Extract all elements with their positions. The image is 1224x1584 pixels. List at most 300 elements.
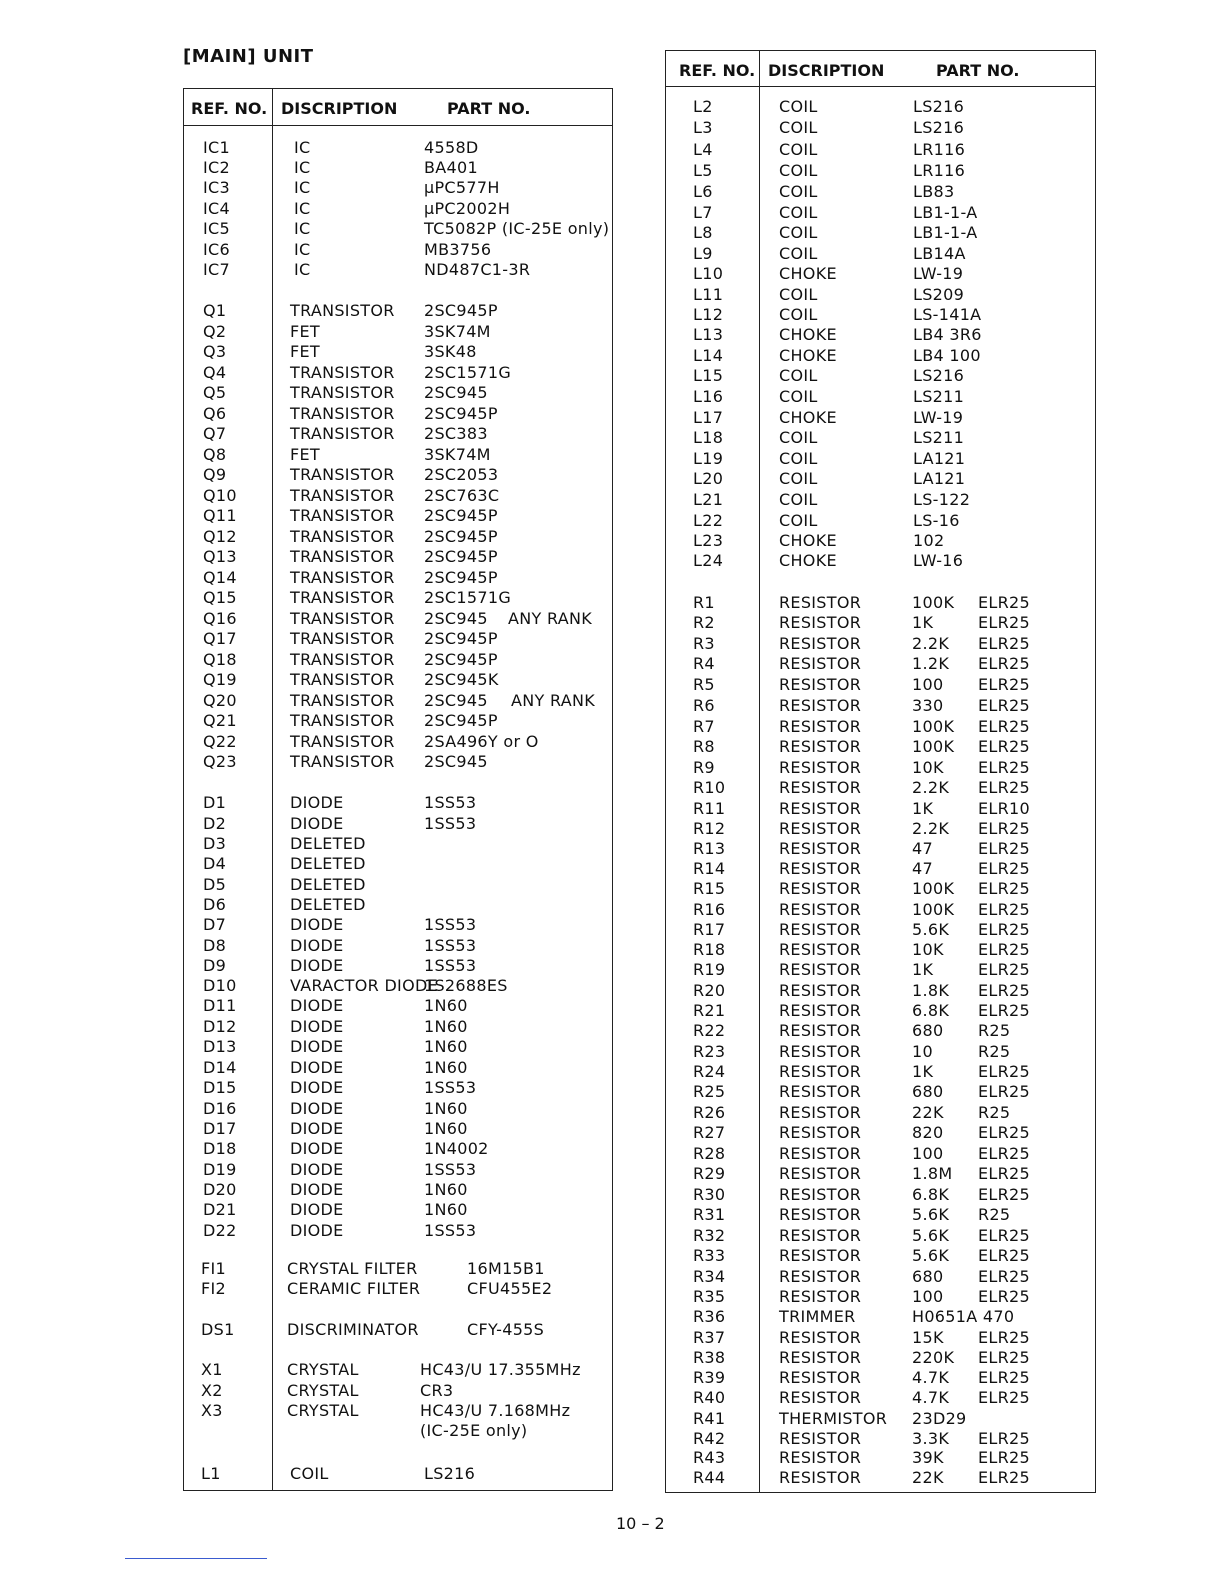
cell-extra: ELR25 xyxy=(978,613,1030,632)
table-row xyxy=(666,737,1095,757)
cell-ref: Q11 xyxy=(203,506,237,525)
cell-ref: Q13 xyxy=(203,547,237,566)
cell-part: 23D29 xyxy=(912,1409,967,1428)
cell-part: 1SS53 xyxy=(424,1160,477,1179)
cell-desc: CHOKE xyxy=(779,264,837,283)
cell-ref: X1 xyxy=(201,1360,223,1379)
cell-part: 100K xyxy=(912,900,955,919)
cell-ref: FI1 xyxy=(201,1259,227,1278)
header-part-no: PART NO. xyxy=(447,99,531,118)
table-row xyxy=(666,118,1095,138)
cell-ref: Q17 xyxy=(203,629,237,648)
table-row xyxy=(666,1103,1095,1123)
cell-extra: ELR25 xyxy=(978,819,1030,838)
cell-part: 3.3K xyxy=(912,1429,950,1448)
cell-desc: COIL xyxy=(779,182,818,201)
cell-part: 1SS53 xyxy=(424,793,477,812)
table-row xyxy=(666,1082,1095,1102)
cell-extra: ELR25 xyxy=(978,981,1030,1000)
cell-desc: COIL xyxy=(779,449,818,468)
cell-part: 5.6K xyxy=(912,920,950,939)
table-row xyxy=(666,264,1095,284)
cell-desc: TRANSISTOR xyxy=(290,363,395,382)
cell-ref: R22 xyxy=(693,1021,726,1040)
table-row xyxy=(184,1259,612,1279)
cell-desc: RESISTOR xyxy=(779,1267,862,1286)
table-row xyxy=(666,839,1095,859)
table-row xyxy=(184,996,612,1016)
cell-ref: D7 xyxy=(203,915,227,934)
cell-desc: TRANSISTOR xyxy=(290,301,395,320)
cell-desc: RESISTOR xyxy=(779,859,862,878)
header-ref-no: REF. NO. xyxy=(191,99,268,118)
cell-desc: RESISTOR xyxy=(779,737,862,756)
cell-extra: R25 xyxy=(978,1042,1011,1061)
cell-extra: ELR25 xyxy=(978,1287,1030,1306)
cell-ref: R16 xyxy=(693,900,726,919)
cell-desc: COIL xyxy=(779,118,818,137)
cell-extra: ELR25 xyxy=(978,1468,1030,1487)
table-row xyxy=(666,469,1095,489)
cell-desc: RESISTOR xyxy=(779,1062,862,1081)
cell-part: 10K xyxy=(912,758,944,777)
cell-part: LS211 xyxy=(913,387,965,406)
table-row xyxy=(666,981,1095,1001)
cell-ref: DS1 xyxy=(201,1320,235,1339)
table-row xyxy=(666,879,1095,899)
cell-ref: R41 xyxy=(693,1409,726,1428)
cell-ref: R36 xyxy=(693,1307,726,1326)
cell-part: 2SC1571G xyxy=(424,588,512,607)
cell-ref: IC3 xyxy=(203,178,230,197)
cell-part: (IC-25E only) xyxy=(420,1421,528,1440)
cell-ref: IC1 xyxy=(203,138,230,157)
cell-desc: RESISTOR xyxy=(779,1448,862,1467)
table-row xyxy=(184,424,612,444)
cell-part: 5.6K xyxy=(912,1246,950,1265)
cell-part: 1SS53 xyxy=(424,1221,477,1240)
cell-desc: RESISTOR xyxy=(779,1246,862,1265)
table-row xyxy=(184,875,612,895)
table-row xyxy=(184,445,612,465)
table-row xyxy=(184,138,612,158)
cell-desc: RESISTOR xyxy=(779,1164,862,1183)
table-row xyxy=(666,1328,1095,1348)
cell-desc: COIL xyxy=(779,203,818,222)
cell-part: 10K xyxy=(912,940,944,959)
cell-desc: DISCRIMINATOR xyxy=(287,1320,419,1339)
cell-ref: D12 xyxy=(203,1017,237,1036)
table-row xyxy=(184,1200,612,1220)
cell-ref: R9 xyxy=(693,758,715,777)
cell-ref: R10 xyxy=(693,778,726,797)
cell-ref: X2 xyxy=(201,1381,223,1400)
table-row xyxy=(184,1180,612,1200)
table-row xyxy=(666,593,1095,613)
cell-part: 1.8K xyxy=(912,981,950,1000)
cell-part: 1N60 xyxy=(424,996,468,1015)
cell-part: 16M15B1 xyxy=(467,1259,545,1278)
table-row xyxy=(666,613,1095,633)
right-parts-table xyxy=(665,50,1096,1493)
cell-part: 1SS53 xyxy=(424,814,477,833)
cell-part: LS216 xyxy=(913,97,965,116)
cell-part: 4.7K xyxy=(912,1368,950,1387)
table-row xyxy=(666,203,1095,223)
cell-desc: RESISTOR xyxy=(779,1328,862,1347)
cell-part: LS-122 xyxy=(913,490,971,509)
cell-desc: COIL xyxy=(779,223,818,242)
cell-ref: Q19 xyxy=(203,670,237,689)
cell-desc: RESISTOR xyxy=(779,654,862,673)
cell-desc: CRYSTAL xyxy=(287,1401,359,1420)
table-row xyxy=(666,428,1095,448)
cell-desc: CERAMIC FILTER xyxy=(287,1279,421,1298)
cell-part: 2.2K xyxy=(912,634,950,653)
cell-part: LS209 xyxy=(913,285,965,304)
cell-desc: TRANSISTOR xyxy=(290,732,395,751)
table-row xyxy=(184,711,612,731)
cell-ref: D22 xyxy=(203,1221,237,1240)
cell-part: 2SC945P xyxy=(424,547,498,566)
cell-ref: R44 xyxy=(693,1468,726,1487)
cell-ref: L20 xyxy=(693,469,724,488)
cell-extra: ELR25 xyxy=(978,1185,1030,1204)
cell-ref: IC4 xyxy=(203,199,230,218)
cell-part: 1N60 xyxy=(424,1200,468,1219)
cell-ref: R38 xyxy=(693,1348,726,1367)
cell-desc: DIODE xyxy=(290,1160,344,1179)
cell-part: 330 xyxy=(912,696,944,715)
table-row xyxy=(184,363,612,383)
cell-part: 2SC945 xyxy=(424,752,488,771)
page-number: 10 – 2 xyxy=(616,1514,665,1533)
table-row xyxy=(184,1160,612,1180)
cell-desc: CHOKE xyxy=(779,346,837,365)
cell-part: 1N60 xyxy=(424,1119,468,1138)
cell-desc: TRANSISTOR xyxy=(290,465,395,484)
cell-desc: DIODE xyxy=(290,1200,344,1219)
table-row xyxy=(184,158,612,178)
cell-desc: IC xyxy=(294,138,311,157)
cell-desc: COIL xyxy=(779,285,818,304)
cell-desc: RESISTOR xyxy=(779,1082,862,1101)
table-row xyxy=(666,900,1095,920)
cell-ref: R11 xyxy=(693,799,726,818)
cell-desc: RESISTOR xyxy=(779,778,862,797)
cell-ref: D8 xyxy=(203,936,227,955)
cell-ref: R2 xyxy=(693,613,715,632)
cell-part: LS216 xyxy=(424,1464,476,1483)
cell-part: 1SS53 xyxy=(424,936,477,955)
cell-desc: FET xyxy=(290,322,320,341)
cell-ref: L16 xyxy=(693,387,724,406)
cell-part: 3SK74M xyxy=(424,322,491,341)
cell-ref: R31 xyxy=(693,1205,726,1224)
cell-part: 820 xyxy=(912,1123,944,1142)
table-row xyxy=(184,1401,612,1421)
table-row xyxy=(184,1119,612,1139)
cell-part: 2SC945P xyxy=(424,301,498,320)
table-row xyxy=(184,814,612,834)
cell-ref: Q10 xyxy=(203,486,237,505)
cell-desc: CRYSTAL xyxy=(287,1381,359,1400)
cell-ref: L21 xyxy=(693,490,724,509)
cell-part: μPC577H xyxy=(424,178,500,197)
table-row xyxy=(184,752,612,772)
cell-desc: DIODE xyxy=(290,936,344,955)
cell-part: 1N60 xyxy=(424,1017,468,1036)
cell-desc: DIODE xyxy=(290,1221,344,1240)
cell-ref: Q3 xyxy=(203,342,227,361)
cell-part: LA121 xyxy=(913,449,966,468)
cell-part: LA121 xyxy=(913,469,966,488)
table-row xyxy=(666,1205,1095,1225)
table-row xyxy=(666,1001,1095,1021)
cell-part: 2SC945P xyxy=(424,506,498,525)
cell-desc: COIL xyxy=(779,490,818,509)
cell-ref: R29 xyxy=(693,1164,726,1183)
cell-part: HC43/U 17.355MHz xyxy=(420,1360,581,1379)
table-row xyxy=(184,691,612,711)
cell-desc: TRANSISTOR xyxy=(290,629,395,648)
cell-part: MB3756 xyxy=(424,240,492,259)
cell-ref: Q8 xyxy=(203,445,227,464)
cell-part: 680 xyxy=(912,1267,944,1286)
cell-desc: RESISTOR xyxy=(779,1388,862,1407)
table-row xyxy=(666,1287,1095,1307)
table-row xyxy=(666,1042,1095,1062)
table-row xyxy=(184,199,612,219)
cell-desc: VARACTOR DIODE xyxy=(290,976,439,995)
table-row xyxy=(666,1348,1095,1368)
table-row xyxy=(666,511,1095,531)
cell-part: 2SC945P xyxy=(424,568,498,587)
cell-extra: ELR25 xyxy=(978,1144,1030,1163)
cell-extra: ELR25 xyxy=(978,859,1030,878)
cell-ref: L15 xyxy=(693,366,724,385)
table-row xyxy=(666,305,1095,325)
cell-ref: D14 xyxy=(203,1058,237,1077)
table-row xyxy=(666,634,1095,654)
cell-ref: IC6 xyxy=(203,240,230,259)
cell-desc: TRANSISTOR xyxy=(290,547,395,566)
cell-ref: R1 xyxy=(693,593,715,612)
cell-extra: ELR10 xyxy=(978,799,1030,818)
table-row xyxy=(184,1099,612,1119)
cell-desc: CHOKE xyxy=(779,325,837,344)
cell-desc: DIODE xyxy=(290,915,344,934)
cell-desc: TRANSISTOR xyxy=(290,670,395,689)
cell-desc: RESISTOR xyxy=(779,1185,862,1204)
cell-desc: COIL xyxy=(779,469,818,488)
cell-desc: RESISTOR xyxy=(779,758,862,777)
cell-desc: RESISTOR xyxy=(779,1205,862,1224)
cell-part: LS211 xyxy=(913,428,965,447)
cell-part: 1N60 xyxy=(424,1180,468,1199)
cell-ref: L14 xyxy=(693,346,724,365)
cell-desc: DIODE xyxy=(290,1078,344,1097)
cell-ref: Q15 xyxy=(203,588,237,607)
table-row xyxy=(184,1421,612,1441)
cell-part: LS216 xyxy=(913,118,965,137)
table-row xyxy=(184,915,612,935)
cell-ref: R20 xyxy=(693,981,726,1000)
cell-part: 6.8K xyxy=(912,1001,950,1020)
cell-desc: DIODE xyxy=(290,1058,344,1077)
cell-extra: ELR25 xyxy=(978,1368,1030,1387)
cell-desc: DELETED xyxy=(290,854,366,873)
table-row xyxy=(666,1021,1095,1041)
cell-desc: IC xyxy=(294,240,311,259)
cell-extra: ELR25 xyxy=(978,778,1030,797)
cell-desc: COIL xyxy=(779,511,818,530)
cell-ref: Q21 xyxy=(203,711,237,730)
cell-desc: DELETED xyxy=(290,875,366,894)
cell-part: 100K xyxy=(912,717,955,736)
table-row xyxy=(184,1139,612,1159)
table-row xyxy=(184,1464,612,1484)
table-row xyxy=(666,799,1095,819)
table-row xyxy=(666,758,1095,778)
cell-desc: TRANSISTOR xyxy=(290,650,395,669)
cell-desc: RESISTOR xyxy=(779,1468,862,1487)
cell-extra: R25 xyxy=(978,1205,1011,1224)
cell-ref: Q23 xyxy=(203,752,237,771)
table-row xyxy=(666,325,1095,345)
cell-extra: ELR25 xyxy=(978,1429,1030,1448)
table-row xyxy=(184,527,612,547)
cell-part: LR116 xyxy=(913,161,966,180)
cell-extra: ANY RANK xyxy=(511,691,596,710)
table-row xyxy=(184,260,612,280)
table-row xyxy=(184,609,612,629)
cell-part: 2SC763C xyxy=(424,486,500,505)
cell-ref: R15 xyxy=(693,879,726,898)
cell-ref: R43 xyxy=(693,1448,726,1467)
cell-extra: ELR25 xyxy=(978,1164,1030,1183)
cell-extra: ELR25 xyxy=(978,920,1030,939)
cell-part: 4558D xyxy=(424,138,479,157)
cell-desc: DIODE xyxy=(290,793,344,812)
header-ref-no: REF. NO. xyxy=(679,61,756,80)
cell-ref: Q5 xyxy=(203,383,227,402)
cell-ref: L3 xyxy=(693,118,713,137)
cell-desc: DIODE xyxy=(290,814,344,833)
cell-ref: R28 xyxy=(693,1144,726,1163)
table-row xyxy=(184,547,612,567)
cell-ref: R33 xyxy=(693,1246,726,1265)
cell-desc: DIODE xyxy=(290,1037,344,1056)
cell-desc: DELETED xyxy=(290,895,366,914)
cell-ref: L24 xyxy=(693,551,724,570)
table-row xyxy=(666,778,1095,798)
cell-part: 1SS53 xyxy=(424,915,477,934)
cell-ref: L11 xyxy=(693,285,724,304)
cell-extra: R25 xyxy=(978,1103,1011,1122)
cell-desc: RESISTOR xyxy=(779,879,862,898)
cell-ref: IC7 xyxy=(203,260,230,279)
cell-ref: R35 xyxy=(693,1287,726,1306)
table-row xyxy=(666,161,1095,181)
cell-ref: R18 xyxy=(693,940,726,959)
cell-desc: IC xyxy=(294,178,311,197)
cell-extra: ELR25 xyxy=(978,1448,1030,1467)
cell-part: 1.8M xyxy=(912,1164,953,1183)
cell-part: 100K xyxy=(912,879,955,898)
cell-part: 47 xyxy=(912,839,933,858)
cell-desc: DIODE xyxy=(290,1119,344,1138)
table-row xyxy=(666,1468,1095,1488)
cell-ref: D20 xyxy=(203,1180,237,1199)
table-row xyxy=(184,650,612,670)
cell-ref: R39 xyxy=(693,1368,726,1387)
cell-part: 6.8K xyxy=(912,1185,950,1204)
cell-part: 1N4002 xyxy=(424,1139,489,1158)
cell-desc: COIL xyxy=(779,387,818,406)
cell-desc: IC xyxy=(294,219,311,238)
header-part-no: PART NO. xyxy=(936,61,1020,80)
footer-divider xyxy=(125,1558,267,1559)
cell-desc: TRANSISTOR xyxy=(290,527,395,546)
cell-desc: RESISTOR xyxy=(779,839,862,858)
cell-desc: COIL xyxy=(779,140,818,159)
table-row xyxy=(184,854,612,874)
cell-part: 1K xyxy=(912,799,934,818)
cell-desc: CHOKE xyxy=(779,408,837,427)
cell-part: 2.2K xyxy=(912,778,950,797)
cell-part: 220K xyxy=(912,1348,955,1367)
cell-part: 2SC945 xyxy=(424,691,488,710)
table-row xyxy=(184,629,612,649)
cell-desc: RESISTOR xyxy=(779,613,862,632)
cell-desc: RESISTOR xyxy=(779,1042,862,1061)
cell-ref: R14 xyxy=(693,859,726,878)
cell-ref: R7 xyxy=(693,717,715,736)
cell-extra: ELR25 xyxy=(978,940,1030,959)
cell-extra: ELR25 xyxy=(978,696,1030,715)
cell-part: LW-16 xyxy=(913,551,964,570)
table-row xyxy=(666,531,1095,551)
cell-ref: R4 xyxy=(693,654,715,673)
cell-ref: Q22 xyxy=(203,732,237,751)
table-row xyxy=(666,654,1095,674)
cell-extra: ELR25 xyxy=(978,879,1030,898)
cell-part: LS-141A xyxy=(913,305,982,324)
table-row xyxy=(666,490,1095,510)
cell-desc: TRANSISTOR xyxy=(290,486,395,505)
table-row xyxy=(184,1058,612,1078)
cell-desc: DIODE xyxy=(290,1017,344,1036)
table-row xyxy=(184,956,612,976)
cell-desc: RESISTOR xyxy=(779,960,862,979)
table-row xyxy=(666,1388,1095,1408)
cell-part: BA401 xyxy=(424,158,478,177)
table-row xyxy=(666,346,1095,366)
cell-extra: ELR25 xyxy=(978,634,1030,653)
cell-extra: ELR25 xyxy=(978,1267,1030,1286)
cell-extra: ANY RANK xyxy=(508,609,593,628)
cell-part: LB1-1-A xyxy=(913,223,978,242)
table-row xyxy=(666,285,1095,305)
cell-part: 1S2688ES xyxy=(424,976,508,995)
cell-part: H0651A 470 xyxy=(912,1307,1015,1326)
cell-part: 1N60 xyxy=(424,1099,468,1118)
cell-ref: R5 xyxy=(693,675,715,694)
cell-ref: Q1 xyxy=(203,301,227,320)
cell-part: 1.2K xyxy=(912,654,950,673)
cell-part: 2.2K xyxy=(912,819,950,838)
